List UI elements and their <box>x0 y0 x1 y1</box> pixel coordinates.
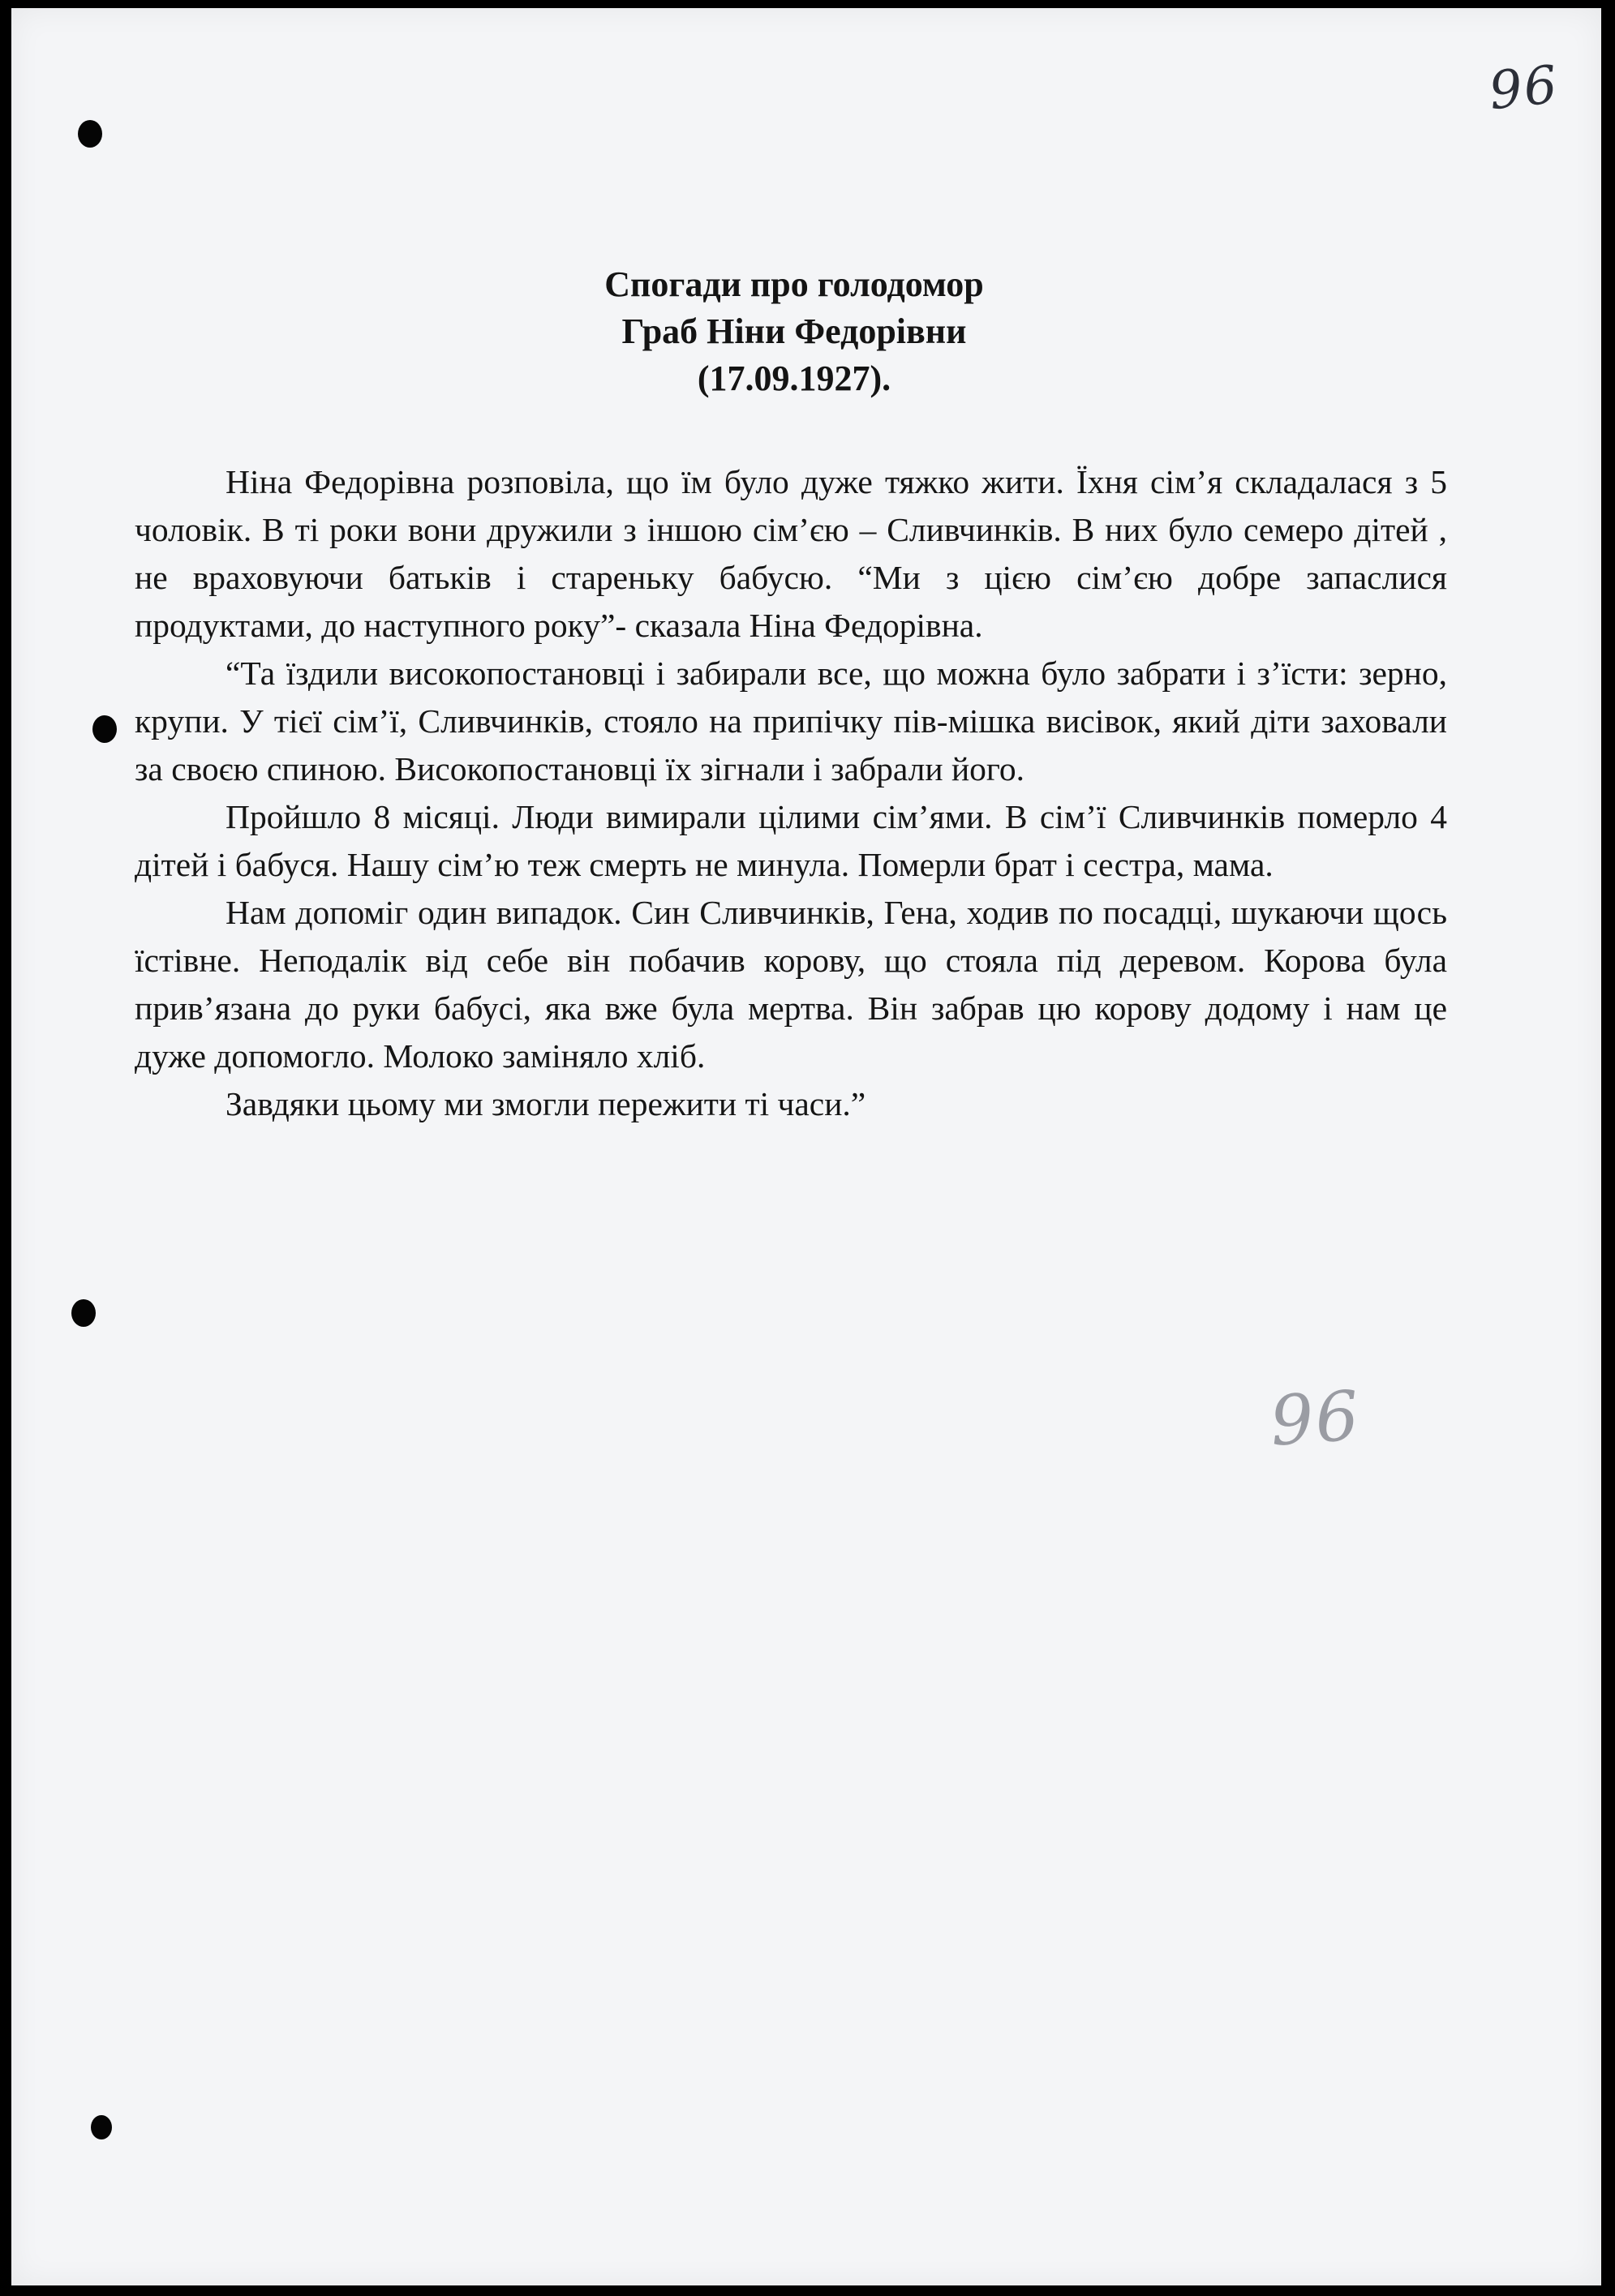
title-line-1: Спогади про голодомор <box>604 264 984 304</box>
paragraph-3: Пройшло 8 місяці. Люди вимирали цілими сім’ями. В сім’ї Сливчинків померло 4 дітей і бабуся. Нашу сім’ю теж смерть не минула. Померли брат і сестра, мама. <box>135 798 1447 883</box>
document-page <box>11 8 1601 2285</box>
punch-hole-2 <box>92 715 117 743</box>
handwritten-page-number: 96 <box>1486 54 1562 122</box>
title-line-3: (17.09.1927). <box>697 358 891 398</box>
punch-hole-1 <box>78 120 102 148</box>
title-line-2: Граб Ніни Федорівни <box>621 311 967 351</box>
punch-hole-4 <box>91 2115 112 2139</box>
pencil-page-number: 96 <box>1267 1375 1364 1461</box>
paragraph-4: Нам допоміг один випадок. Син Сливчинків, Гена, ходив по посадці, шукаючи щось їстівне. Неподалік від себе він побачив корову, що стояла під деревом. Корова була прив’язана до руки бабусі, яка вже була мертва. Він забрав цю корову додому і нам це дуже допомогло. Молоко заміняло хліб. <box>135 894 1447 1075</box>
paragraph-5: Завдяки цьому ми змогли пережити ті часи.” <box>225 1085 866 1122</box>
document-title <box>11 261 1577 402</box>
document-body <box>135 458 1447 1128</box>
paragraph-1: Ніна Федорівна розповіла, що їм було дуже тяжко жити. Їхня сім’я складалася з 5 чоловік. В ті роки вони дружили з іншою сім’єю – Сливчинків. В них було семеро дітей , не враховуючи батьків і стареньку бабусю. “Ми з цією сім’єю добре запаслися продуктами, до наступного року”- сказала Ніна Федорівна. <box>135 463 1447 644</box>
punch-hole-3 <box>71 1299 96 1327</box>
paragraph-2: “Та їздили високопостановці і забирали все, що можна було забрати і з’їсти: зерно, крупи. У тієї сім’ї, Сливчинків, стояло на припічку пів-мішка висівок, який діти заховали за своєю спиною. Високопостановці їх зігнали і забрали його. <box>135 654 1447 788</box>
